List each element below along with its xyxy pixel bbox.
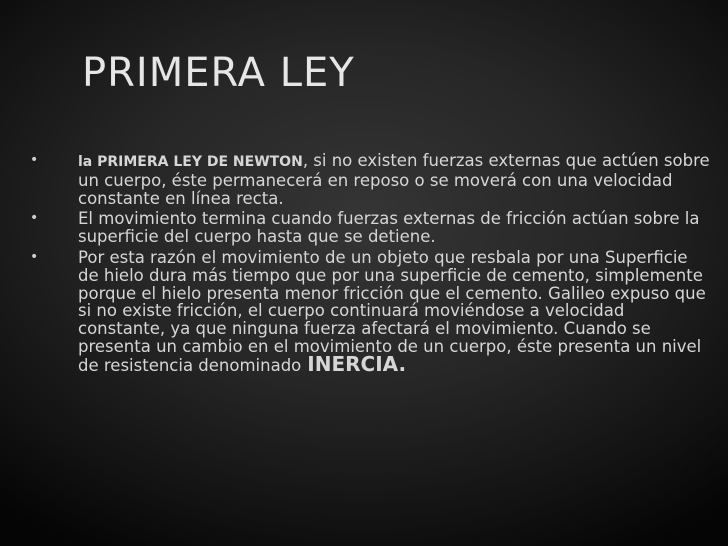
bullet-bold-tail: INERCIA. [307,351,407,376]
bullet-item-inertia [30,249,710,375]
bullet-bold-lead: la PRIMERA LEY DE NEWTON [78,154,303,170]
bullet-marker: • [30,152,39,168]
bullet-list [30,152,710,378]
bullet-marker: • [30,248,39,265]
bullet-text: , si no existen fuerzas externas que actúen sobre un cuerpo, éste permanecerá en reposo o se moverá con una velocidad constante en línea recta. [78,151,710,208]
bullet-marker: • [30,210,39,227]
bullet-item-first-law [30,152,710,207]
bullet-text: El movimiento termina cuando fuerzas externas de fricción actúan sobre la superficie del cuerpo hasta que se detiene. [78,209,700,247]
bullet-text: Por esta razón el movimiento de un objeto que resbala por una Superficie de hielo dura más tiempo que por una superficie de cemento, simplemente porque el hielo presenta menor fricción que el cemento. Galileo expuso que si no existe fricción, el cuerpo continuará moviéndose a velocidad constante, ya que ninguna fuerza afectará el movimiento. Cuando se presenta un cambio en el movimiento de un cuerpo, éste presenta un nivel de resistencia denominado [78,247,706,375]
bullet-item-friction [30,210,710,246]
slide-title: PRIMERA LEY [82,50,355,96]
